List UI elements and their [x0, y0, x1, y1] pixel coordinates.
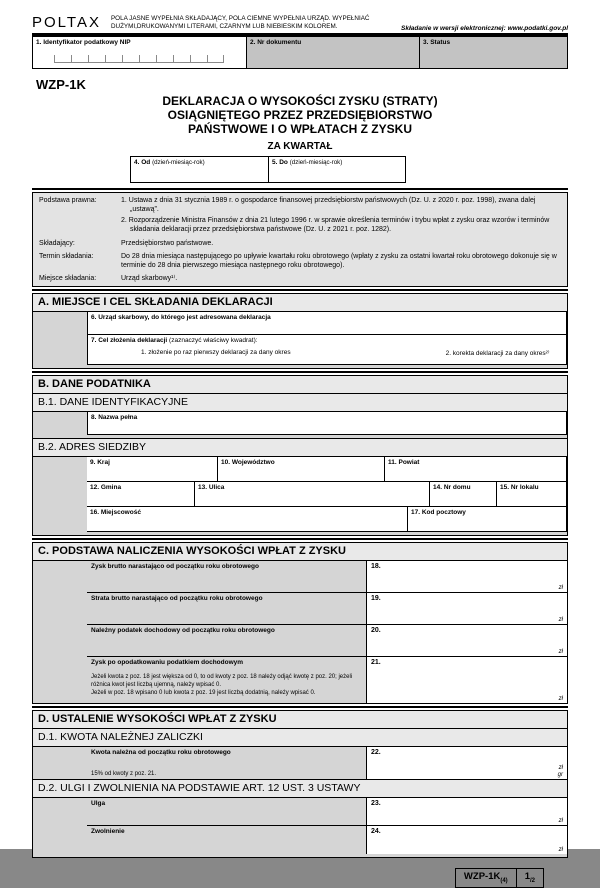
- field-11-county[interactable]: 11. Powiat: [384, 457, 567, 482]
- row-19-unit: zł: [558, 617, 563, 624]
- row-21-label: [87, 657, 367, 703]
- section-b2-body: [32, 457, 568, 536]
- section-c-body: [32, 561, 568, 704]
- row-21-note-1: Jeżeli kwota z poz. 18 jest większa od 0, to od kwoty z poz. 18 należy odjąć kwotę z poz. 20; jeżeli różnica kwot jest liczbą ujemną, należy wpisać 0.: [91, 674, 353, 688]
- row-24-number: 24.: [371, 828, 381, 836]
- filer-text: Przedsiębiorstwo państwowe.: [121, 240, 214, 248]
- section-separator: [32, 289, 568, 291]
- row-20-label: Należny podatek dochodowy od początku roku obrotowego: [87, 625, 367, 656]
- section-a-header: A. MIEJSCE I CEL SKŁADANIA DEKLARACJI: [32, 293, 568, 312]
- section-d2-body: [32, 798, 568, 858]
- field-13-street[interactable]: 13. Ulica: [194, 482, 429, 507]
- row-24-label: Zwolnienie: [87, 826, 367, 854]
- row-23-unit: zł: [558, 818, 563, 825]
- section-d1-header: D.1. KWOTA NALEŻNEJ ZALICZKI: [32, 729, 568, 747]
- section-d1-body: [32, 747, 568, 780]
- divider: [32, 188, 568, 190]
- section-d-header: D. USTALENIE WYSOKOŚCI WPŁAT Z ZYSKU: [32, 710, 568, 729]
- place-text: Urząd skarbowy¹⁾.: [121, 274, 178, 282]
- row-18-value-field[interactable]: [367, 561, 567, 592]
- section-separator: [32, 706, 568, 708]
- filer-label: Składający:: [39, 240, 75, 248]
- row-22-note: 15% od kwoty z poz. 21.: [91, 771, 157, 778]
- nip-field[interactable]: [32, 36, 247, 69]
- row-18-unit: zł: [558, 585, 563, 592]
- row-20-unit: zł: [558, 649, 563, 656]
- section-b1-body: [32, 412, 568, 439]
- field-14-house-number[interactable]: 14. Nr domu: [429, 482, 496, 507]
- deadline-label: Termin składania:: [39, 253, 94, 261]
- row-22-number: 22.: [371, 749, 381, 757]
- row-20-value-field[interactable]: [367, 625, 567, 656]
- nip-label: 1. Identyfikator podatkowy NIP: [36, 39, 131, 46]
- legal-basis-label: Podstawa prawna:: [39, 197, 97, 205]
- form-title-line2: OSIĄGNIĘTEGO PRZEZ PRZEDSIĘBIORSTWO: [167, 108, 433, 123]
- field-9-country[interactable]: 9. Kraj: [87, 457, 217, 482]
- row-21-title: Zysk po opodatkowaniu podatkiem dochodowym: [91, 659, 244, 667]
- field-17-postal-code[interactable]: 17. Kod pocztowy: [407, 507, 567, 532]
- top-header: [32, 14, 568, 33]
- document-number-field: [247, 36, 420, 69]
- field-10-voivodeship[interactable]: 10. Województwo: [217, 457, 384, 482]
- purpose-option-first-filing[interactable]: 1. złożenie po raz pierwszy deklaracji za dany okres: [141, 349, 291, 357]
- legal-basis-block: [32, 192, 568, 287]
- section-separator: [32, 371, 568, 373]
- field-16-city[interactable]: 16. Miejscowość: [87, 507, 407, 532]
- form-symbol: WZP-1K: [36, 77, 86, 92]
- field-7-label: 7. Cel złożenia deklaracji: [91, 337, 168, 345]
- place-label: Miejsce składania:: [39, 274, 97, 282]
- row-22-unit-gr: gr: [557, 772, 563, 779]
- row-21-number: 21.: [371, 659, 381, 667]
- section-b-header: B. DANE PODATNIKA: [32, 375, 568, 394]
- document-number-label: 2. Nr dokumentu: [250, 39, 302, 46]
- row-22-value-field[interactable]: [367, 747, 567, 779]
- efiling-note: Składanie w wersji elektronicznej: www.podatki.gov.pl: [401, 25, 568, 32]
- section-a-body: [32, 312, 568, 369]
- page-indicator: $1_{/2}$: [516, 869, 543, 887]
- row-22-unit-zl: zł: [558, 765, 563, 772]
- row-18-number: 18.: [371, 563, 381, 571]
- form-subtitle: ZA KWARTAŁ: [267, 141, 333, 153]
- row-21-value-field[interactable]: [367, 657, 567, 703]
- status-field: [420, 36, 568, 69]
- field-7-purpose: [87, 335, 567, 365]
- row-19-label: Strata brutto narastająco od początku roku obrotowego: [87, 593, 367, 624]
- date-from-field[interactable]: [131, 157, 268, 182]
- row-21-note-2: Jeżeli w poz. 18 wpisano 0 lub kwota z poz. 19 jest liczbą dodatnią, należy wpisać 0.: [91, 690, 316, 697]
- row-24-value-field[interactable]: [367, 826, 567, 854]
- section-separator: [32, 538, 568, 540]
- row-23-label: Ulga: [87, 798, 367, 825]
- poltax-logo: POLTAX: [32, 14, 101, 31]
- date-to-hint: (dzień-miesiąc-rok): [289, 159, 343, 167]
- purpose-option-correction[interactable]: 2. korekta deklaracji za dany okres²⁾: [445, 350, 550, 358]
- legal-basis-item-2: 2. Rozporządzenie Ministra Finansów z dnia 21 lutego 1996 r. w sprawie określenia terminów i trybu wpłat z zysku oraz wzorów i terminów składania deklaracji przez przedsiębiorstwa państwowe (Dz. U. z 2021 r. poz. 1282).: [121, 216, 550, 233]
- row-22-title: Kwota należna od początku roku obrotowego: [91, 749, 231, 757]
- form-title-line3: PAŃSTWOWE I O WPŁATACH Z ZYSKU: [188, 122, 412, 137]
- row-23-value-field[interactable]: [367, 798, 567, 825]
- quarter-dates: [130, 156, 406, 183]
- field-12-commune[interactable]: 12. Gmina: [87, 482, 194, 507]
- field-6-label: 6. Urząd skarbowy, do którego jest adresowana deklaracja: [91, 314, 271, 322]
- date-to-field[interactable]: [268, 157, 405, 182]
- date-to-label: 5. Do: [272, 159, 288, 167]
- date-from-label: 4. Od: [134, 159, 151, 167]
- row-24-unit: zł: [558, 847, 563, 854]
- form-title: [32, 94, 568, 136]
- status-label: 3. Status: [423, 39, 451, 46]
- section-c-header: C. PODSTAWA NALICZENIA WYSOKOŚCI WPŁAT Z ZYSKU: [32, 542, 568, 561]
- field-8-full-name[interactable]: [87, 412, 567, 435]
- field-7-hint: (zaznaczyć właściwy kwadrat):: [169, 337, 258, 345]
- id-fields-row: [32, 33, 568, 69]
- form-title-line1: DEKLARACJA O WYSOKOŚCI ZYSKU (STRATY): [162, 94, 438, 108]
- section-b2-header: B.2. ADRES SIEDZIBY: [32, 439, 568, 457]
- row-18-label: Zysk brutto narastająco od początku roku obrotowego: [87, 561, 367, 592]
- nip-digit-boxes[interactable]: [54, 55, 243, 63]
- field-15-flat-number[interactable]: 15. Nr lokalu: [496, 482, 567, 507]
- section-d2-header: D.2. ULGI I ZWOLNIENIA NA PODSTAWIE ART. 12 UST. 3 USTAWY: [32, 780, 568, 798]
- row-19-value-field[interactable]: [367, 593, 567, 624]
- legal-basis-item-1: 1. Ustawa z dnia 31 stycznia 1989 r. o gospodarce finansowej przedsiębiorstw państwowych (Dz. U. z 2020 r. poz. 1998), zwana dalej „ustawą”.: [121, 197, 536, 214]
- form-version-box: [455, 868, 544, 888]
- row-23-number: 23.: [371, 800, 381, 808]
- field-6-tax-office[interactable]: [87, 312, 567, 335]
- field-8-label: 8. Nazwa pełna: [91, 414, 138, 422]
- row-19-number: 19.: [371, 595, 381, 603]
- form-version: WZP-$1K_{(4)}$: [463, 871, 508, 885]
- page-footer: [32, 868, 544, 888]
- row-21-unit: zł: [558, 696, 563, 703]
- section-b1-header: B.1. DANE IDENTYFIKACYJNE: [32, 394, 568, 412]
- fill-instructions: POLA JASNE WYPEŁNIA SKŁADAJĄCY, POLA CIEMNE WYPEŁNIA URZĄD. WYPEŁNIAĆ DUŻYMI,DRUKOWANYMI LITERAMI, CZARNYM LUB NIEBIESKIM KOLOREM.: [110, 15, 370, 31]
- date-from-hint: (dzień-miesiąc-rok): [152, 159, 205, 167]
- row-22-label: [87, 747, 367, 779]
- row-20-number: 20.: [371, 627, 381, 635]
- deadline-text: Do 28 dnia miesiąca następującego po upływie kwartału roku obrotowego (wpłaty z zysku za ostatni kwartał roku obrotowego dokonuje się w terminie do 28 dnia pierwszego miesiąca następnego roku obrotowego).: [121, 253, 557, 269]
